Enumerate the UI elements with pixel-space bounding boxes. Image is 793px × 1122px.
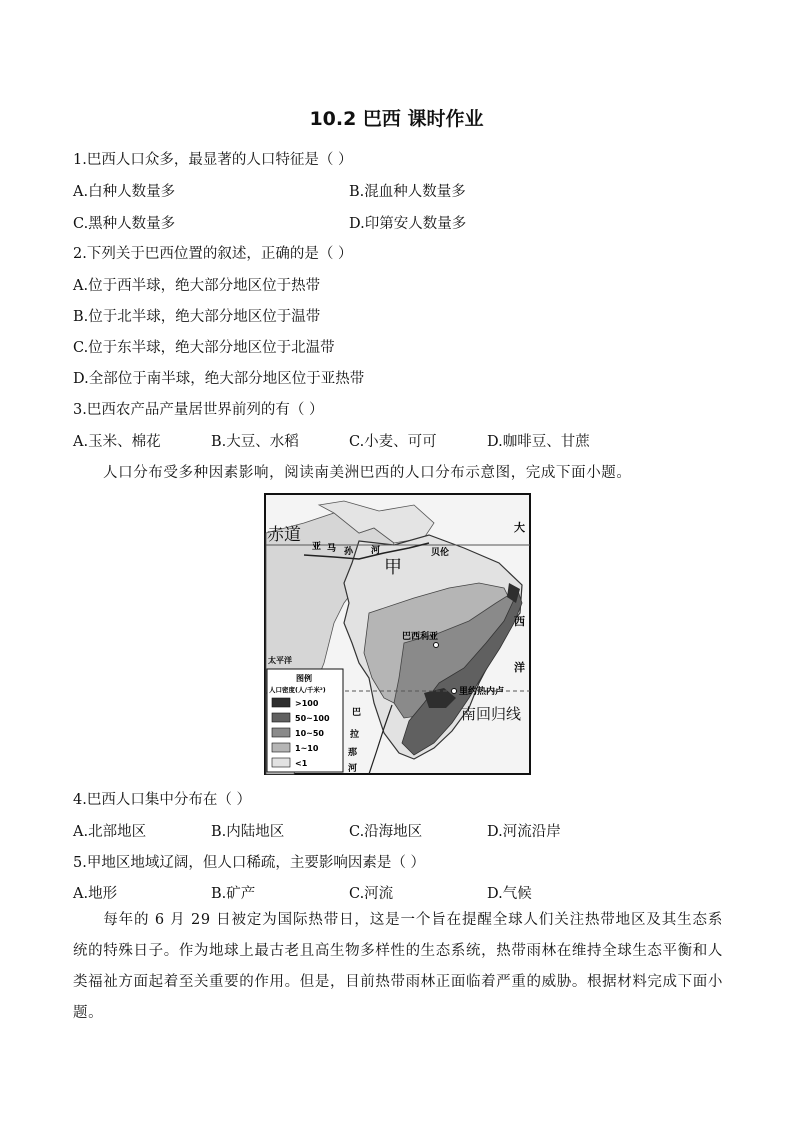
q4-option-c: C.沿海地区 — [349, 824, 423, 840]
legend-label-3: 1~10 — [295, 744, 319, 753]
q2-option-a: A.位于西半球，绝大部分地区位于热带 — [73, 278, 321, 294]
q4-option-d: D.河流沿岸 — [487, 824, 561, 840]
rio-label: 里约热内卢 — [459, 687, 505, 697]
q5-option-c: C.河流 — [349, 886, 394, 902]
question-3-stem: 3.巴西农产品产量居世界前列的有（ ） — [73, 402, 324, 418]
legend-label-0: >100 — [295, 699, 319, 708]
page-title: 10.2 巴西 课时作业 — [309, 108, 484, 130]
amazon-label-3: 孙 — [344, 547, 354, 557]
q1-option-d: D.印第安人数量多 — [349, 216, 467, 232]
legend-label-2: 10~50 — [295, 729, 324, 738]
rio-dot — [452, 689, 457, 694]
legend-title: 图例 — [296, 674, 312, 683]
question-4-stem: 4.巴西人口集中分布在（ ） — [73, 792, 251, 808]
q2-option-b: B.位于北半球，绝大部分地区位于温带 — [73, 309, 321, 325]
legend-swatch-3 — [272, 743, 290, 752]
equator-label: 赤道 — [267, 525, 301, 545]
rainforest-intro-paragraph — [73, 905, 723, 1029]
q5-option-d: D.气候 — [487, 886, 532, 902]
amazon-label-2: 马 — [327, 544, 337, 554]
tropic-label: 南回归线 — [461, 705, 522, 723]
brasilia-label: 巴西利亚 — [402, 632, 439, 642]
belem-label: 贝伦 — [431, 548, 450, 558]
question-5-stem: 5.甲地区地域辽阔，但人口稀疏，主要影响因素是（ ） — [73, 855, 425, 871]
q4-option-b: B.内陆地区 — [211, 824, 285, 840]
q1-option-a: A.白种人数量多 — [73, 184, 176, 200]
legend-swatch-4 — [272, 758, 290, 767]
question-1-stem: 1.巴西人口众多，最显著的人口特征是（ ） — [73, 152, 353, 168]
legend-label-4: <1 — [295, 759, 308, 768]
q3-option-c: C.小麦、可可 — [349, 434, 437, 450]
jia-label: 甲 — [384, 557, 402, 578]
legend-subtitle: 人口密度(人/千米²) — [269, 686, 326, 694]
parana-label-1: 巴 — [352, 708, 362, 718]
amazon-label-1: 亚 — [312, 542, 322, 552]
pacific-label: 太平洋 — [268, 656, 292, 665]
legend-swatch-0 — [272, 698, 290, 707]
q3-option-a: A.玉米、棉花 — [73, 434, 161, 450]
q1-option-c: C.黑种人数量多 — [73, 216, 176, 232]
parana-label-3: 那 — [348, 748, 358, 758]
brazil-population-map — [264, 493, 531, 775]
ocean-label-2: 西 — [514, 615, 525, 628]
ocean-label-1: 大 — [514, 521, 525, 534]
parana-label-4: 河 — [348, 764, 358, 774]
ocean-label-3: 洋 — [514, 661, 525, 674]
map-intro-text: 人口分布受多种因素影响，阅读南美洲巴西的人口分布示意图，完成下面小题。 — [103, 465, 632, 481]
legend-label-1: 50~100 — [295, 714, 330, 723]
legend-swatch-1 — [272, 713, 290, 722]
q4-option-a: A.北部地区 — [73, 824, 147, 840]
q5-option-a: A.地形 — [73, 886, 118, 902]
q3-option-d: D.咖啡豆、甘蔗 — [487, 434, 590, 450]
amazon-label-4: 河 — [371, 546, 381, 556]
q1-option-b: B.混血种人数量多 — [349, 184, 466, 200]
parana-label-2: 拉 — [350, 730, 360, 740]
q2-option-d: D.全部位于南半球，绝大部分地区位于亚热带 — [73, 371, 365, 387]
legend-swatch-2 — [272, 728, 290, 737]
question-2-stem: 2.下列关于巴西位置的叙述，正确的是（ ） — [73, 246, 353, 262]
q2-option-c: C.位于东半球，绝大部分地区位于北温带 — [73, 340, 335, 356]
q3-option-b: B.大豆、水稻 — [211, 434, 299, 450]
q5-option-b: B.矿产 — [211, 886, 256, 902]
brasilia-dot — [434, 643, 439, 648]
rainforest-intro-text: 每年的 6 月 29 日被定为国际热带日，这是一个旨在提醒全球人们关注热带地区及其生态系统的特殊日子。作为地球上最古老且高生物多样性的生态系统，热带雨林在维持全球生态平衡和人类福祉方面起着至关重要的作用。但是，目前热带雨林正面临着严重的威胁。根据材料完成下面小题。 — [73, 912, 723, 1021]
